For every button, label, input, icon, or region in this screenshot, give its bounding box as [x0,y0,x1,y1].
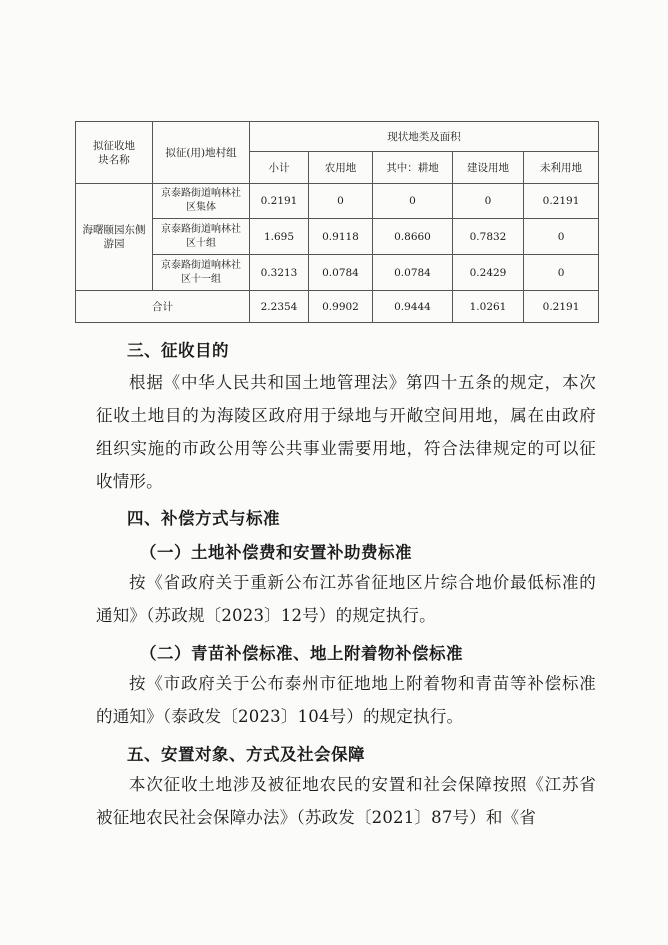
value-cell: 0 [373,184,453,219]
value-cell: 0.2191 [250,184,309,219]
subheader-agricultural: 农用地 [309,152,373,184]
section-3-heading: 三、征收目的 [127,341,229,360]
header-village: 拟征(用)地村组 [153,122,250,184]
value-cell: 0 [309,184,373,219]
total-cell: 1.0261 [453,291,524,323]
total-label: 合计 [76,291,250,323]
subheader-construction: 建设用地 [453,152,524,184]
total-cell: 0.2191 [524,291,599,323]
block-name-cell: 海曙颐园东侧游园 [76,184,153,291]
value-cell: 0 [524,255,599,291]
total-row [76,291,599,323]
total-cell: 2.2354 [250,291,309,323]
section-4-heading: 四、补偿方式与标准 [127,509,280,528]
section-3-paragraph: 根据《中华人民共和国土地管理法》第四十五条的规定，本次征收土地目的为海陵区政府用于绿地与开敞空间用地，属在由政府组织实施的市政公用等公共事业需要用地，符合法律规定的可以征收情形。 [96,373,596,491]
value-cell: 0.0784 [373,255,453,291]
section-5-paragraph: 本次征收土地涉及被征地农民的安置和社会保障按照《江苏省被征地农民社会保障办法》（苏政发〔2021〕87号）和《省 [96,775,596,827]
table-row [76,219,599,255]
header-land-status: 现状地类及面积 [250,122,599,152]
village-cell: 京泰路街道响林社区十一组 [153,255,250,291]
subheader-subtotal: 小计 [250,152,309,184]
table-row [76,255,599,291]
value-cell: 0.2429 [453,255,524,291]
value-cell: 0.2191 [524,184,599,219]
section-4-1-paragraph: 按《省政府关于重新公布江苏省征地区片综合地价最低标准的通知》（苏政规〔2023〕12号）的规定执行。 [96,573,596,625]
section-4-2-paragraph: 按《市政府关于公布泰州市征地地上附着物和青苗等补偿标准的通知》（泰政发〔2023〕104号）的规定执行。 [96,674,596,726]
value-cell: 0.3213 [250,255,309,291]
table-row [76,184,599,219]
value-cell: 0.8660 [373,219,453,255]
value-cell: 0.0784 [309,255,373,291]
value-cell: 0 [453,184,524,219]
subheader-cultivated: 其中：耕地 [373,152,453,184]
value-cell: 0 [524,219,599,255]
value-cell: 0.9118 [309,219,373,255]
village-cell: 京泰路街道响林社区集体 [153,184,250,219]
total-cell: 0.9444 [373,291,453,323]
header-block-name: 拟征收地块名称 [76,122,153,184]
land-acquisition-table [75,121,599,323]
value-cell: 0.7832 [453,219,524,255]
section-5-heading: 五、安置对象、方式及社会保障 [127,745,365,764]
village-cell: 京泰路街道响林社区十组 [153,219,250,255]
section-4-2-heading: （二）青苗补偿标准、地上附着物补偿标准 [140,644,463,663]
section-4-1-heading: （一）土地补偿费和安置补助费标准 [140,543,412,562]
subheader-unused: 未利用地 [524,152,599,184]
value-cell: 1.695 [250,219,309,255]
total-cell: 0.9902 [309,291,373,323]
